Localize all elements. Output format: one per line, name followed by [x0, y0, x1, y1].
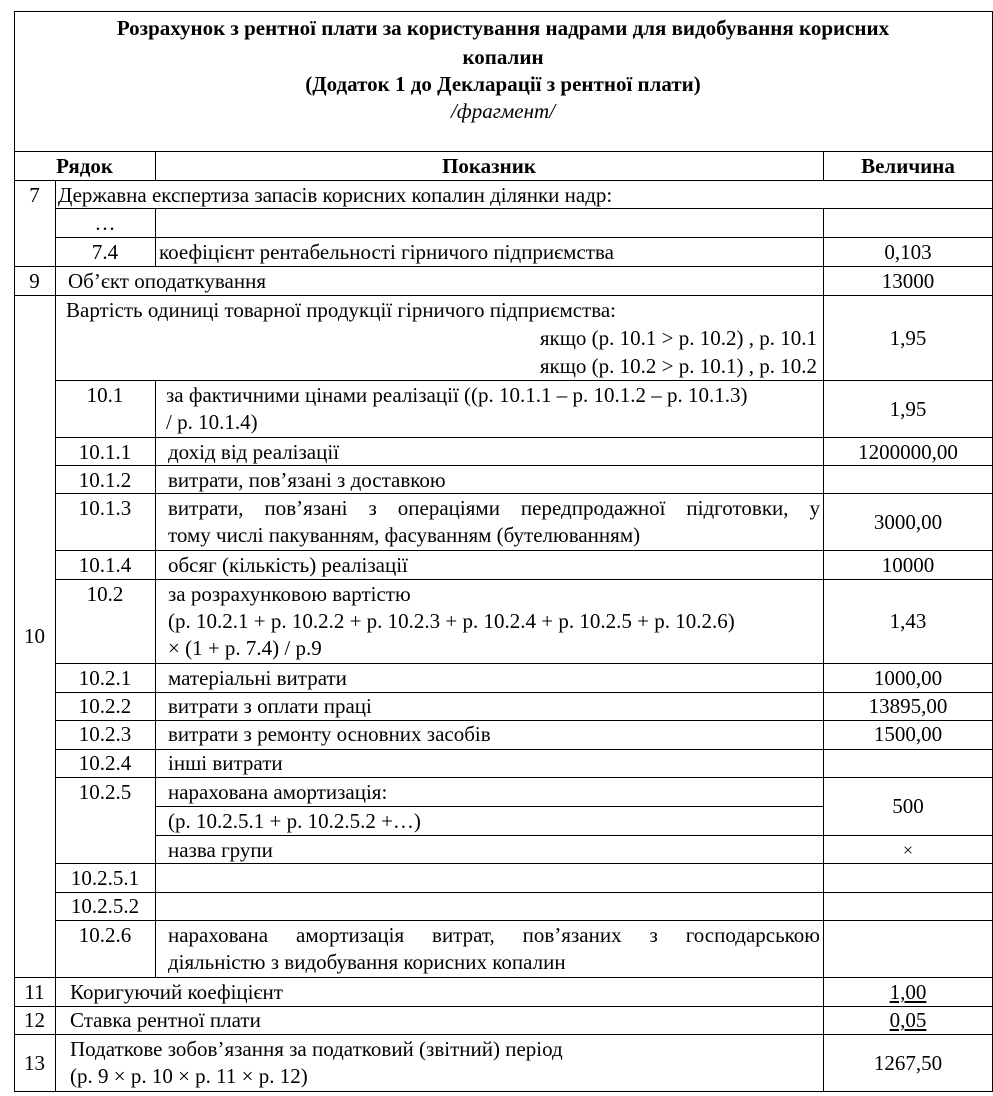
row-condition-2: якщо (р. 10.2 > р. 10.1) , р. 10.2: [539, 354, 817, 378]
row-label: Ставка рентної плати: [70, 1008, 261, 1032]
row-value-text: 1,00: [889, 980, 927, 1004]
row-value: 10000: [881, 553, 935, 577]
divider: [55, 892, 993, 893]
row-value: 1,95: [889, 326, 927, 350]
row-number: 10.2.2: [78, 694, 132, 718]
row-value-text: 0,05: [889, 1008, 927, 1032]
divider: [155, 208, 156, 266]
row-number: 10: [24, 624, 45, 648]
row-value: 1,43: [889, 609, 927, 633]
row-value: 13895,00: [868, 694, 948, 718]
row-label: нарахована амортизація:: [168, 780, 388, 804]
row-number: 10.1.1: [78, 440, 132, 464]
row-value: 13000: [881, 269, 935, 293]
row-value: 1000,00: [873, 666, 943, 690]
row-label: назва групи: [168, 838, 273, 862]
row-number: 12: [24, 1008, 45, 1032]
row-value: 1500,00: [873, 722, 943, 746]
row-value: [823, 1006, 993, 1034]
row-number: 10.2.5: [78, 780, 132, 804]
divider: [155, 380, 156, 977]
row-label: матеріальні витрати: [168, 666, 347, 690]
row-number: 10.1.3: [78, 496, 132, 520]
row-number: 10.2.5.1: [70, 866, 140, 890]
row-number: 10.2.3: [78, 722, 132, 746]
row-number: 10.2.1: [78, 666, 132, 690]
row-label: (р. 10.2.5.1 + р. 10.2.5.2 +…): [168, 809, 421, 833]
row-label: / р. 10.1.4): [166, 410, 258, 434]
row-number: 10.1.2: [78, 468, 132, 492]
row-number: …: [94, 211, 116, 235]
row-number: 7.4: [91, 240, 119, 264]
row-number: 10.1: [86, 383, 124, 407]
row-value: [823, 978, 993, 1006]
row-number: 10.1.4: [78, 553, 132, 577]
document-title-line1: Розрахунок з рентної плати за користування надрами для видобування корисних: [116, 16, 890, 40]
row-label: за фактичними цінами реалізації ((р. 10.1.1 – р. 10.1.2 – р. 10.1.3): [166, 383, 748, 407]
row-label: (р. 10.2.1 + р. 10.2.2 + р. 10.2.3 + р. 10.2.4 + р. 10.2.5 + р. 10.2.6): [168, 609, 735, 633]
row-label: Державна експертиза запасів корисних копалин ділянки надр:: [58, 183, 613, 207]
document-subtitle: /фрагмент/: [450, 99, 556, 123]
header-value: Величина: [861, 154, 955, 178]
row-number: 7: [29, 183, 40, 207]
header-row: Рядок: [56, 154, 113, 178]
row-label: обсяг (кількість) реалізації: [168, 553, 408, 577]
row-value: 1,95: [889, 397, 927, 421]
row-number: 10.2.4: [78, 751, 132, 775]
row-label: нарахована амортизація витрат, пов’язаних з господарською: [168, 923, 820, 947]
document-title-line2: копалин: [462, 45, 544, 69]
row-label: витрати, пов’язані з операціями передпродажної підготовки, у: [168, 496, 820, 520]
row-number: 10.2.6: [78, 923, 132, 947]
row-label: витрати з оплати праці: [168, 694, 372, 718]
row-label: Вартість одиниці товарної продукції гірничого підприємства:: [66, 298, 617, 322]
row-label: інші витрати: [168, 751, 283, 775]
row-label: × (1 + р. 7.4) / р.9: [168, 636, 322, 660]
row-label: Об’єкт оподаткування: [68, 269, 266, 293]
row-number: 10.2: [86, 582, 124, 606]
row-label: діяльністю з видобування корисних копалин: [168, 950, 566, 974]
row-label: (р. 9 × р. 10 × р. 11 × р. 12): [70, 1064, 308, 1088]
row-label: витрати, пов’язані з доставкою: [168, 468, 446, 492]
row-label: Податкове зобов’язання за податковий (звітний) період: [70, 1037, 563, 1061]
row-value: 500: [892, 794, 924, 818]
row-value: 0,103: [884, 240, 932, 264]
row-number: 9: [29, 269, 40, 293]
row-value-not-applicable: ×: [902, 840, 914, 860]
row-label: дохід від реалізації: [168, 440, 340, 464]
header-indicator: Показник: [442, 154, 536, 178]
row-label: тому числі пакуванням, фасуванням (бутелюванням): [168, 523, 641, 547]
row-value: 1200000,00: [858, 440, 958, 464]
row-number: 10.2.5.2: [70, 894, 140, 918]
row-label: за розрахунковою вартістю: [168, 582, 411, 606]
document-title-line3: (Додаток 1 до Декларації з рентної плати): [305, 72, 701, 96]
row-value: 3000,00: [873, 510, 943, 534]
divider: [55, 180, 56, 1092]
row-label: коефіцієнт рентабельності гірничого підприємства: [159, 240, 614, 264]
row-label: Коригуючий коефіцієнт: [70, 980, 283, 1004]
row-value: 1267,50: [873, 1051, 943, 1075]
row-label: витрати з ремонту основних засобів: [168, 722, 491, 746]
row-number: 13: [24, 1051, 45, 1075]
row-number: 11: [24, 980, 45, 1004]
row-condition-1: якщо (р. 10.1 > р. 10.2) , р. 10.1: [539, 326, 817, 350]
